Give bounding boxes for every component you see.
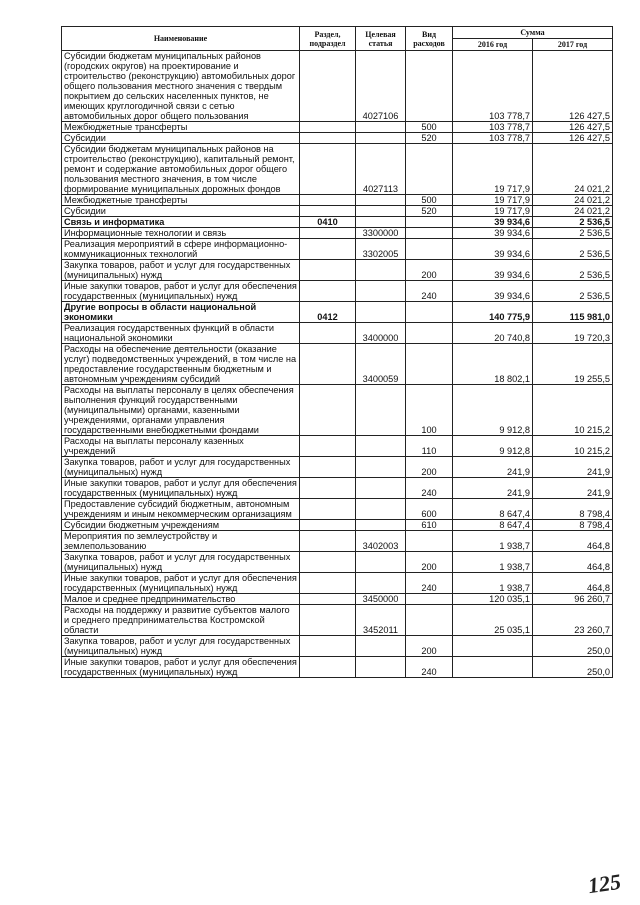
row-target [356,260,406,281]
row-sum-2016 [453,657,533,678]
row-type [406,228,453,239]
row-section [300,531,356,552]
row-name: Предоставление субсидий бюджетным, автономным учреждениям и иным некоммерческим организациям [62,499,300,520]
row-type: 520 [406,206,453,217]
row-name: Закупка товаров, работ и услуг для государственных (муниципальных) нужд [62,457,300,478]
row-section [300,122,356,133]
row-target [356,436,406,457]
row-section: 0410 [300,217,356,228]
row-target [356,520,406,531]
table-row [62,478,613,499]
table-row [62,531,613,552]
row-section [300,520,356,531]
row-type: 200 [406,260,453,281]
row-target: 3400000 [356,323,406,344]
row-name: Расходы на выплаты персоналу в целях обеспечения выполнения функций государственными (муниципальными) органами, казенными учреждениями, органами управления государственными внебюджетными фондами [62,385,300,436]
row-section [300,657,356,678]
row-target [356,499,406,520]
row-target: 4027106 [356,51,406,122]
row-type [406,302,453,323]
row-name: Закупка товаров, работ и услуг для государственных (муниципальных) нужд [62,260,300,281]
table-row [62,552,613,573]
row-sum-2016 [453,636,533,657]
row-target [356,573,406,594]
row-sum-2016: 20 740,8 [453,323,533,344]
row-sum-2016: 18 802,1 [453,344,533,385]
row-type [406,344,453,385]
row-name: Субсидии бюджетам муниципальных районов на строительство (реконструкцию), капитальный ремонт, ремонт и содержание автомобильных дорог общего пользования местного значения, в том числе формирование муниципальных дорожных фондов [62,144,300,195]
row-section [300,206,356,217]
row-sum-2017: 241,9 [533,457,613,478]
row-target [356,457,406,478]
table-row [62,281,613,302]
row-sum-2017: 2 536,5 [533,281,613,302]
row-sum-2016: 8 647,4 [453,499,533,520]
row-target: 3452011 [356,605,406,636]
row-sum-2016: 19 717,9 [453,206,533,217]
row-sum-2017: 241,9 [533,478,613,499]
row-sum-2017: 2 536,5 [533,217,613,228]
row-type: 110 [406,436,453,457]
row-section [300,281,356,302]
row-sum-2017: 115 981,0 [533,302,613,323]
table-row [62,144,613,195]
row-type: 200 [406,552,453,573]
row-name: Связь и информатика [62,217,300,228]
table-row [62,520,613,531]
row-section [300,344,356,385]
row-name: Закупка товаров, работ и услуг для государственных (муниципальных) нужд [62,552,300,573]
table-row [62,636,613,657]
row-section [300,144,356,195]
table-row [62,195,613,206]
row-sum-2017: 464,8 [533,573,613,594]
row-sum-2017: 126 427,5 [533,51,613,122]
row-name: Другие вопросы в области национальной экономики [62,302,300,323]
row-target [356,206,406,217]
row-section: 0412 [300,302,356,323]
row-section [300,239,356,260]
row-section [300,195,356,206]
row-target [356,657,406,678]
row-sum-2017: 2 536,5 [533,239,613,260]
row-section [300,133,356,144]
row-sum-2016: 39 934,6 [453,217,533,228]
row-name: Реализация мероприятий в сфере информационно-коммуникационных технологий [62,239,300,260]
row-type [406,531,453,552]
row-section [300,51,356,122]
row-sum-2016: 103 778,7 [453,133,533,144]
row-sum-2017: 250,0 [533,636,613,657]
row-name: Субсидии [62,206,300,217]
header-2017: 2017 год [533,39,613,51]
table-row [62,206,613,217]
table-row [62,657,613,678]
row-target [356,385,406,436]
row-sum-2017: 464,8 [533,531,613,552]
row-type: 200 [406,636,453,657]
row-type [406,605,453,636]
page-number: 125 [586,868,623,899]
row-section [300,385,356,436]
table-row [62,51,613,122]
row-sum-2016: 19 717,9 [453,195,533,206]
table-row [62,594,613,605]
table-row [62,260,613,281]
row-sum-2016: 8 647,4 [453,520,533,531]
row-name: Субсидии [62,133,300,144]
row-sum-2016: 1 938,7 [453,531,533,552]
row-sum-2016: 9 912,8 [453,436,533,457]
row-section [300,457,356,478]
row-sum-2016: 9 912,8 [453,385,533,436]
row-sum-2017: 24 021,2 [533,144,613,195]
table-row [62,499,613,520]
row-target: 3400059 [356,344,406,385]
row-type: 610 [406,520,453,531]
budget-table [61,26,613,678]
row-target [356,195,406,206]
row-name: Мероприятия по землеустройству и землепользованию [62,531,300,552]
row-sum-2017: 464,8 [533,552,613,573]
header-2016: 2016 год [453,39,533,51]
table-row [62,228,613,239]
row-type: 520 [406,133,453,144]
table-row [62,573,613,594]
row-type: 600 [406,499,453,520]
row-sum-2016: 1 938,7 [453,552,533,573]
row-type: 200 [406,457,453,478]
table-row [62,605,613,636]
table-row [62,436,613,457]
row-section [300,605,356,636]
row-sum-2017: 19 255,5 [533,344,613,385]
row-sum-2016: 241,9 [453,478,533,499]
row-target: 3300000 [356,228,406,239]
row-name: Малое и среднее предпринимательство [62,594,300,605]
row-sum-2017: 19 720,3 [533,323,613,344]
row-name: Расходы на выплаты персоналу казенных учреждений [62,436,300,457]
table-body [62,51,613,678]
table-row [62,217,613,228]
row-type [406,239,453,260]
row-name: Иные закупки товаров, работ и услуг для обеспечения государственных (муниципальных) нужд [62,478,300,499]
row-sum-2017: 126 427,5 [533,122,613,133]
row-name: Межбюджетные трансферты [62,122,300,133]
row-name: Иные закупки товаров, работ и услуг для обеспечения государственных (муниципальных) нужд [62,657,300,678]
row-type [406,144,453,195]
row-sum-2017: 8 798,4 [533,499,613,520]
row-sum-2016: 39 934,6 [453,228,533,239]
row-type [406,51,453,122]
header-name: Наименование [62,27,300,51]
row-name: Иные закупки товаров, работ и услуг для обеспечения государственных (муниципальных) нужд [62,573,300,594]
row-target [356,122,406,133]
row-sum-2017: 10 215,2 [533,385,613,436]
row-name: Информационные технологии и связь [62,228,300,239]
table-header-row [62,27,613,39]
row-sum-2017: 2 536,5 [533,228,613,239]
row-section [300,323,356,344]
table-row [62,239,613,260]
row-type: 240 [406,657,453,678]
row-name: Субсидии бюджетам муниципальных районов (городских округов) на проектирование и строительство (реконструкцию) автомобильных дорог общего пользования местного значения с твердым покрытием до сельских населенных пунктов, не имеющих круглогодичной связи с сетью автомобильных дорог общего пользования [62,51,300,122]
table-row [62,457,613,478]
row-target: 4027113 [356,144,406,195]
row-name: Межбюджетные трансферты [62,195,300,206]
row-section [300,594,356,605]
row-sum-2017: 24 021,2 [533,195,613,206]
row-sum-2017: 96 260,7 [533,594,613,605]
row-sum-2017: 8 798,4 [533,520,613,531]
row-section [300,478,356,499]
row-target [356,302,406,323]
row-target: 3450000 [356,594,406,605]
row-sum-2016: 120 035,1 [453,594,533,605]
row-target [356,133,406,144]
row-sum-2017: 126 427,5 [533,133,613,144]
header-type: Вид расходов [406,27,453,51]
row-type: 100 [406,385,453,436]
row-target [356,636,406,657]
row-target [356,478,406,499]
row-target: 3302005 [356,239,406,260]
row-name: Реализация государственных функций в области национальной экономики [62,323,300,344]
row-sum-2016: 140 775,9 [453,302,533,323]
row-section [300,260,356,281]
row-name: Субсидии бюджетным учреждениям [62,520,300,531]
row-section [300,499,356,520]
row-sum-2017: 23 260,7 [533,605,613,636]
table-row [62,344,613,385]
header-target: Целевая статья [356,27,406,51]
row-type: 240 [406,478,453,499]
row-sum-2017: 250,0 [533,657,613,678]
table-row [62,122,613,133]
header-section: Раздел, подраздел [300,27,356,51]
row-sum-2016: 103 778,7 [453,122,533,133]
row-type [406,323,453,344]
row-type: 500 [406,122,453,133]
row-name: Иные закупки товаров, работ и услуг для обеспечения государственных (муниципальных) нужд [62,281,300,302]
row-target [356,281,406,302]
row-sum-2016: 19 717,9 [453,144,533,195]
row-name: Расходы на поддержку и развитие субъектов малого и среднего предпринимательства Костромской области [62,605,300,636]
row-target [356,552,406,573]
row-type: 240 [406,281,453,302]
row-sum-2016: 39 934,6 [453,281,533,302]
row-type: 240 [406,573,453,594]
row-sum-2017: 2 536,5 [533,260,613,281]
row-target: 3402003 [356,531,406,552]
table-row [62,133,613,144]
row-section [300,573,356,594]
row-sum-2017: 10 215,2 [533,436,613,457]
row-type [406,217,453,228]
table-row [62,385,613,436]
row-section [300,436,356,457]
table-row [62,323,613,344]
row-sum-2016: 39 934,6 [453,260,533,281]
row-sum-2016: 1 938,7 [453,573,533,594]
row-section [300,636,356,657]
table-row [62,302,613,323]
row-sum-2016: 103 778,7 [453,51,533,122]
header-sum: Сумма [453,27,613,39]
row-section [300,552,356,573]
row-sum-2016: 241,9 [453,457,533,478]
row-section [300,228,356,239]
row-name: Закупка товаров, работ и услуг для государственных (муниципальных) нужд [62,636,300,657]
row-type: 500 [406,195,453,206]
row-sum-2017: 24 021,2 [533,206,613,217]
row-sum-2016: 25 035,1 [453,605,533,636]
row-sum-2016: 39 934,6 [453,239,533,260]
row-type [406,594,453,605]
row-target [356,217,406,228]
row-name: Расходы на обеспечение деятельности (оказание услуг) подведомственных учреждений, в том числе на предоставление государственным бюджетным и автономным учреждениям субсидий [62,344,300,385]
